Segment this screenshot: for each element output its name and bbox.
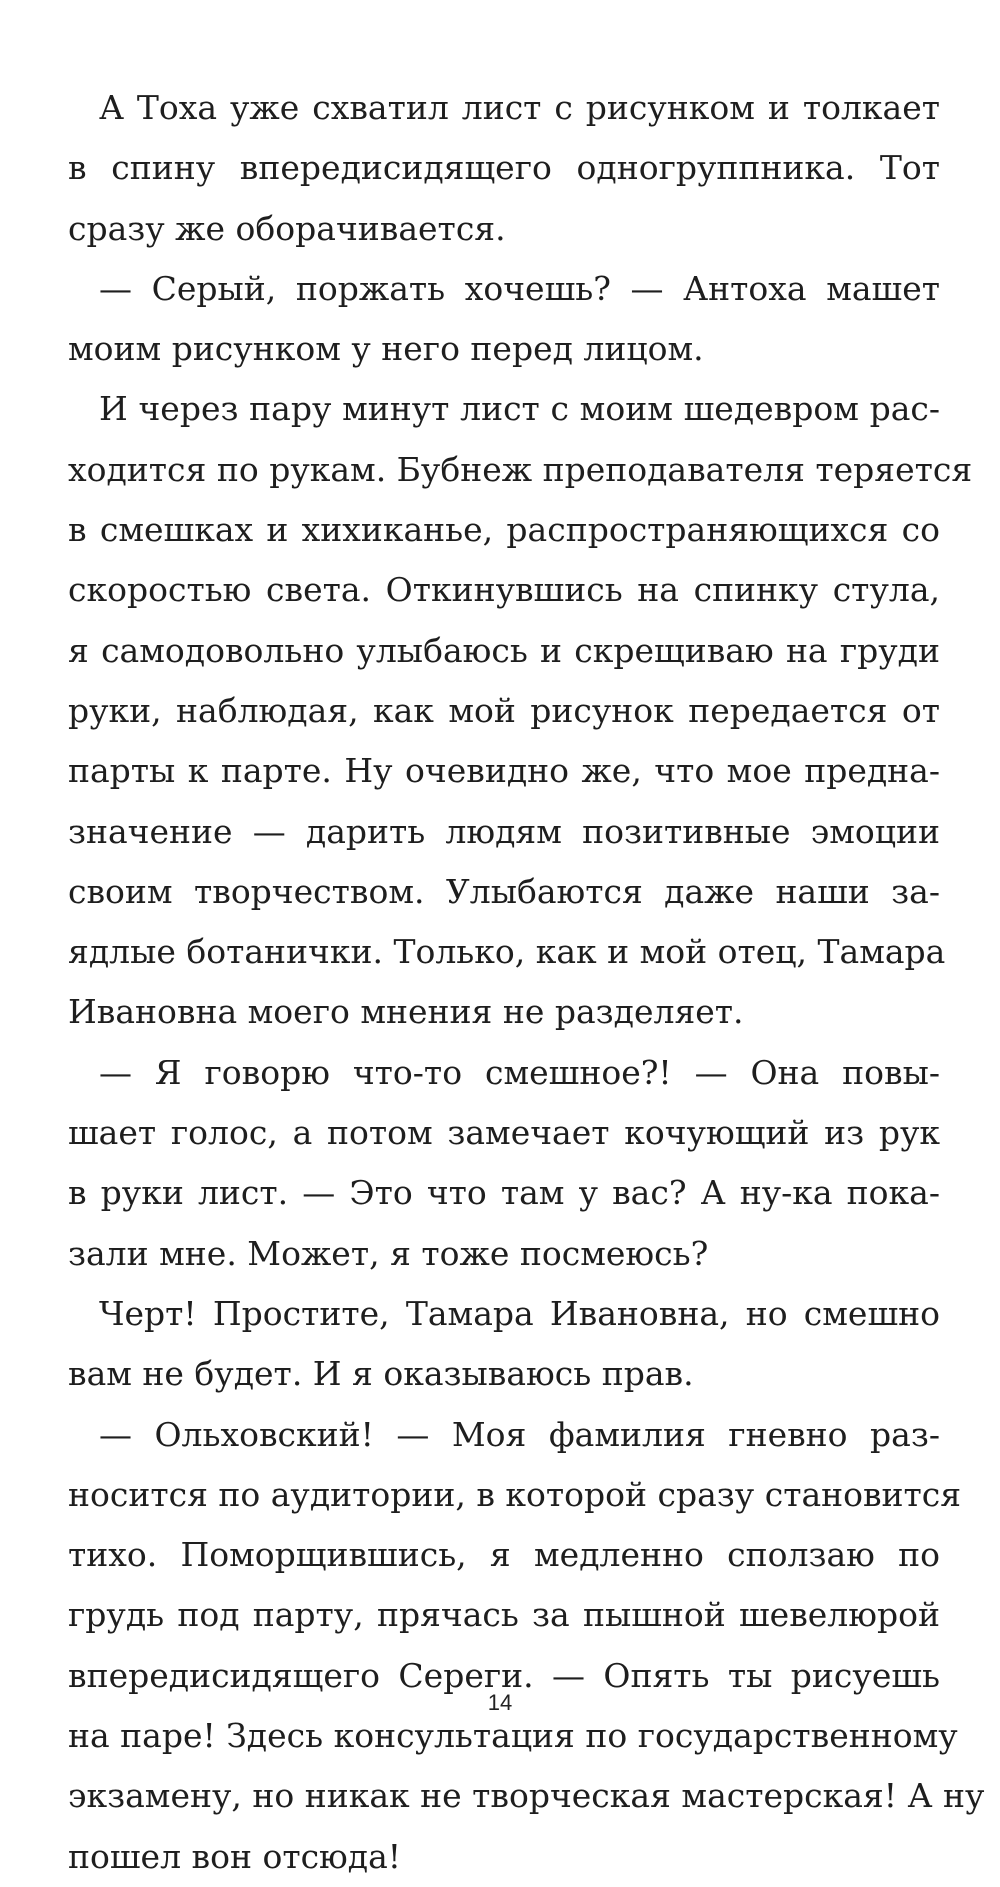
text-line: моим рисунком у него перед лицом. [68, 329, 704, 369]
text-line: значение — дарить людям позитивные эмоции [68, 811, 940, 851]
text-line: тихо. Поморщившись, я медленно сползаю по [68, 1535, 940, 1575]
text-line: пошел вон отсюда! [68, 1836, 402, 1876]
text-line: экзамену, но никак не творческая мастерская! А ну [68, 1776, 985, 1816]
text-line: руки, наблюдая, как мой рисунок передается от [68, 690, 940, 730]
paragraph [68, 259, 940, 380]
text-line: ядлые ботанички. Только, как и мой отец, Тамара [68, 932, 946, 972]
text-line: — Ольховский! — Моя фамилия гневно раз- [99, 1414, 940, 1454]
text-line: на паре! Здесь консультация по государственному [68, 1716, 958, 1756]
text-line: Черт! Простите, Тамара Ивановна, но смешно [99, 1293, 940, 1333]
text-line: И через пару минут лист с моим шедевром рас- [99, 389, 940, 429]
text-line: своим творчеством. Улыбаются даже наши за- [68, 871, 940, 911]
text-line: носится по аудитории, в которой сразу становится [68, 1474, 962, 1514]
body-text [68, 78, 985, 1887]
text-line: парты к парте. Ну очевидно же, что мое предна- [68, 751, 940, 791]
paragraph [68, 78, 940, 259]
text-line: — Серый, поржать хочешь? — Антоха машет [99, 268, 940, 308]
text-line: ходится по рукам. Бубнеж преподавателя теряется [68, 449, 973, 489]
text-line: А Тоха уже схватил лист с рисунком и толкает [99, 88, 940, 127]
paragraph [68, 379, 973, 1042]
text-line: зали мне. Может, я тоже посмеюсь? [68, 1233, 709, 1273]
text-line: в руки лист. — Это что там у вас? А ну-ка пока- [68, 1173, 940, 1213]
text-line: Ивановна моего мнения не разделяет. [68, 992, 744, 1032]
text-line: в спину впередисидящего одногруппника. Тот [68, 148, 940, 188]
text-line: скоростью света. Откинувшись на спинку стула, [68, 570, 940, 610]
paragraph [68, 1405, 985, 1887]
paragraph [68, 1043, 940, 1284]
paragraph [68, 1284, 940, 1405]
text-line: сразу же оборачивается. [68, 208, 506, 248]
text-line: вам не будет. И я оказываюсь прав. [68, 1354, 694, 1394]
text-line: в смешках и хихиканье, распространяющихся со [68, 510, 940, 550]
text-line: я самодовольно улыбаюсь и скрещиваю на груди [68, 630, 940, 670]
text-line: шает голос, а потом замечает кочующий из рук [68, 1113, 940, 1153]
page-number: 14 [487, 1690, 513, 1715]
text-line: впередисидящего Сереги. — Опять ты рисуешь [68, 1655, 940, 1695]
text-line: грудь под парту, прячась за пышной шевелюрой [68, 1595, 940, 1635]
text-line: — Я говорю что-то смешное?! — Она повы- [99, 1052, 940, 1092]
